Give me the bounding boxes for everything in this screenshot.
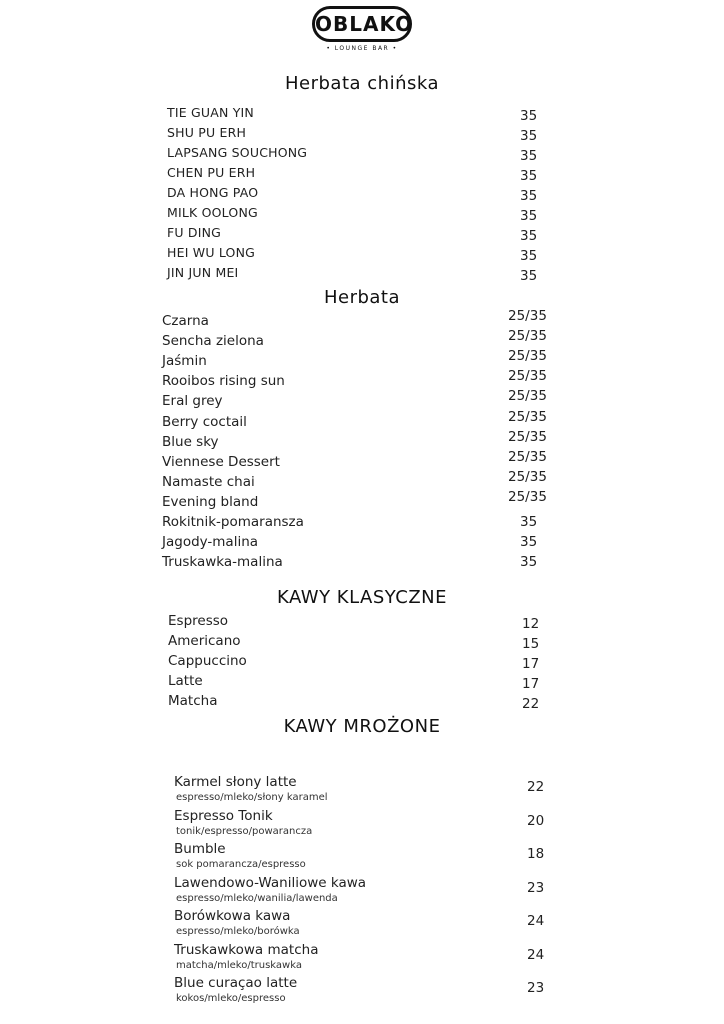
- menu-item-name: Espresso: [168, 613, 229, 629]
- menu-item-price: 22: [522, 696, 540, 712]
- menu-item-price: 35: [520, 108, 538, 124]
- menu-item-name: JIN JUN MEI: [167, 265, 239, 280]
- menu-item-name: MILK OOLONG: [167, 205, 258, 220]
- menu-item-name: DA HONG PAO: [167, 185, 259, 200]
- menu-item-price: 35: [520, 534, 538, 551]
- menu-item-name: Evening bland: [162, 493, 259, 510]
- menu-item-price: 23: [527, 980, 545, 996]
- menu-item-price: 25/35: [508, 408, 547, 425]
- menu-item-name: LAPSANG SOUCHONG: [167, 145, 308, 160]
- menu-item-name: Blue sky: [162, 433, 219, 450]
- section-title-iced-coffee: KAWY MROŻONE: [283, 716, 441, 737]
- menu-item-name: Cappuccino: [168, 653, 247, 669]
- menu-item-price: 35: [520, 148, 538, 164]
- logo-subtitle: • LOUNGE BAR •: [326, 45, 398, 52]
- menu-item-price: 25/35: [508, 428, 547, 445]
- menu-item-price: 17: [522, 676, 540, 692]
- menu-item-price: 35: [520, 188, 538, 204]
- menu-item-price: 25/35: [508, 448, 547, 465]
- menu-item-price: 35: [520, 554, 538, 571]
- menu-item-description: espresso/mleko/wanilia/lawenda: [176, 892, 338, 904]
- menu-item-price: 35: [520, 514, 538, 530]
- menu-item-price: 18: [527, 846, 545, 862]
- menu-item-description: espresso/mleko/słony karamel: [176, 792, 328, 803]
- menu-item-name: Matcha: [168, 693, 218, 709]
- menu-item-description: tonik/espresso/powarancza: [176, 825, 313, 837]
- menu-item-name: Blue curaçao latte: [174, 975, 298, 991]
- menu-item-description: matcha/mleko/truskawka: [176, 959, 302, 971]
- menu-item-name: Berry coctail: [162, 413, 247, 430]
- menu-item-name: FU DING: [167, 225, 222, 240]
- menu-item-name: Espresso Tonik: [174, 807, 273, 824]
- menu-item-name: Sencha zielona: [162, 333, 264, 350]
- menu-item-name: Americano: [168, 633, 241, 649]
- logo-brand: OBLAKO: [312, 6, 412, 42]
- menu-item-name: Bumble: [174, 841, 226, 857]
- menu-item-price: 35: [520, 248, 538, 264]
- section-title-chinese-tea: Herbata chińska: [284, 73, 439, 94]
- menu-item-name: TIE GUAN YIN: [167, 105, 254, 120]
- menu-item-name: Jagody-malina: [162, 534, 259, 551]
- menu-item-name: Namaste chai: [162, 473, 255, 490]
- menu-item-price: 25/35: [508, 368, 547, 385]
- menu-item-price: 20: [527, 812, 545, 829]
- menu-item-description: sok pomarancza/espresso: [176, 859, 306, 870]
- section-title-tea: Herbata: [323, 287, 401, 308]
- menu-item-price: 15: [522, 636, 540, 652]
- menu-item-name: Czarna: [162, 313, 209, 329]
- menu-item-name: Latte: [168, 673, 203, 689]
- menu-item-price: 24: [527, 913, 545, 929]
- menu-item-name: SHU PU ERH: [167, 125, 247, 140]
- menu-item-price: 24: [527, 946, 545, 963]
- menu-item-price: 25/35: [508, 328, 547, 345]
- menu-item-price: 12: [522, 616, 540, 632]
- menu-item-price: 17: [522, 656, 540, 672]
- menu-item-name: Truskawkowa matcha: [174, 941, 319, 958]
- menu-item-name: CHEN PU ERH: [167, 165, 256, 180]
- menu-item-name: Lawendowo-Waniliowe kawa: [174, 874, 367, 891]
- menu-item-name: Eral grey: [162, 393, 223, 410]
- menu-item-price: 35: [520, 268, 538, 284]
- menu-item-name: HEI WU LONG: [167, 245, 256, 260]
- menu-item-name: Jaśmin: [162, 353, 207, 370]
- menu-item-price: 25/35: [508, 348, 547, 365]
- menu-item-price: 35: [520, 128, 538, 144]
- menu-item-price: 35: [520, 208, 538, 224]
- menu-item-price: 35: [520, 228, 538, 244]
- menu-item-name: Viennese Dessert: [162, 453, 280, 470]
- section-title-classic-coffee: KAWY KLASYCZNE: [276, 587, 448, 608]
- menu-item-name: Truskawka-malina: [162, 554, 283, 571]
- menu-item-price: 25/35: [508, 308, 547, 324]
- menu-item-price: 25/35: [508, 468, 547, 485]
- menu-item-price: 35: [520, 168, 538, 184]
- menu-item-name: Karmel słony latte: [174, 774, 297, 790]
- menu-item-description: kokos/mleko/espresso: [176, 993, 286, 1004]
- menu-item-name: Rooibos rising sun: [162, 373, 285, 390]
- menu-item-name: Rokitnik-pomaransza: [162, 514, 304, 530]
- menu-item-price: 22: [527, 779, 545, 795]
- menu-item-name: Borówkowa kawa: [174, 908, 291, 924]
- menu-item-price: 25/35: [508, 388, 547, 405]
- menu-item-price: 25/35: [508, 488, 547, 505]
- menu-item-description: espresso/mleko/borówka: [176, 926, 300, 937]
- logo: [312, 6, 412, 58]
- menu-item-price: 23: [527, 879, 545, 896]
